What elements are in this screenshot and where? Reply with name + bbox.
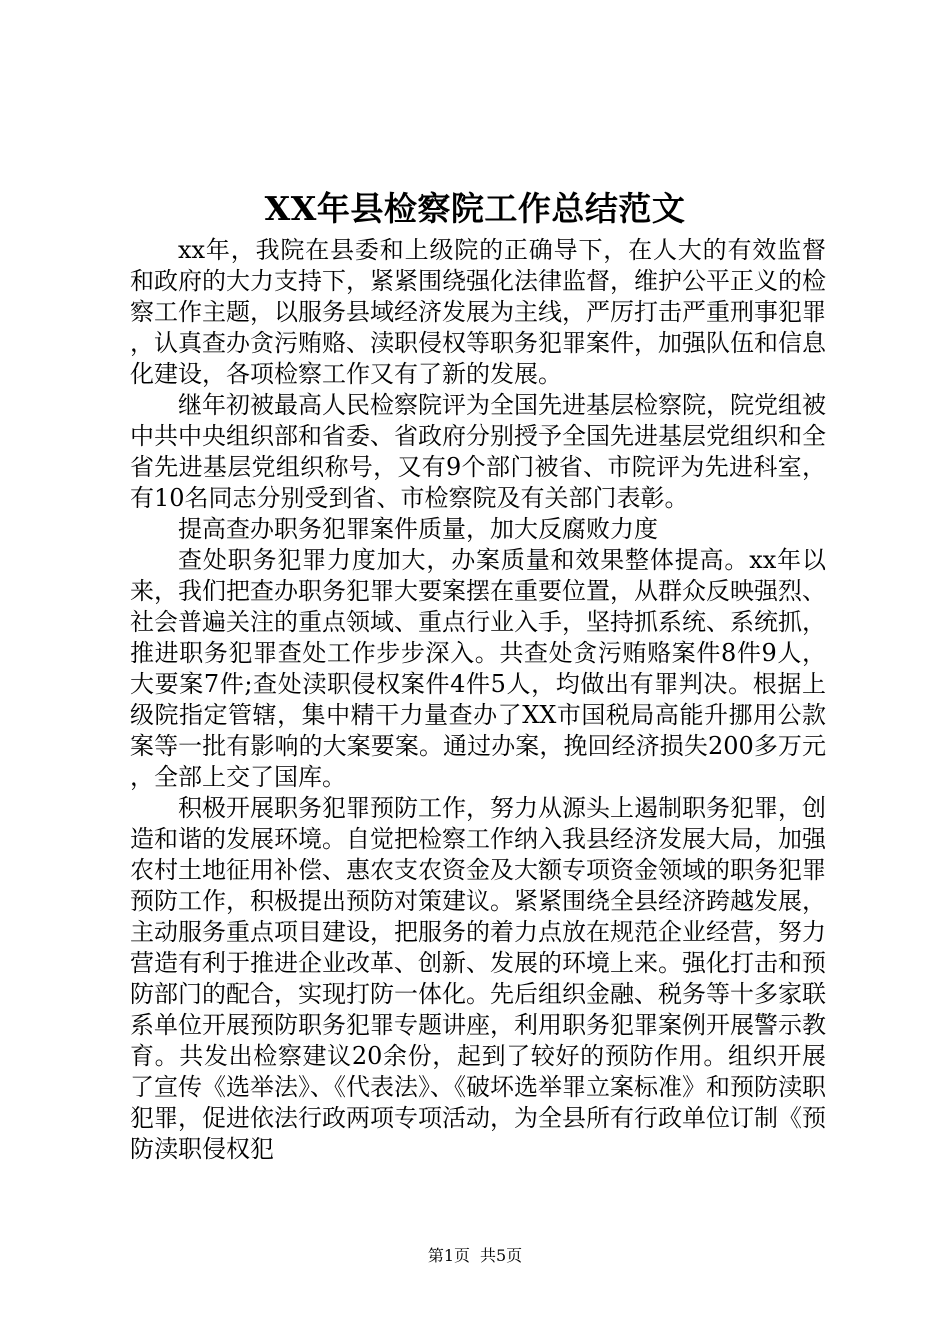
paragraph: 查处职务犯罪力度加大，办案质量和效果整体提高。xx年以来，我们把查办职务犯罪大要案摆在重要位置，从群众反映强烈、社会普遍关注的重点领域、重点行业入手，坚持抓系统、系统抓，推进职务犯罪查处工作步步深入。共查处贪污贿赂案件8件9人，大要案7件;查处渎职侵权案件4件5人，均做出有罪判决。根据上级院指定管辖，集中精干力量查办了XX市国税局高能升挪用公款案等一批有影响的大案要案。通过办案，挽回经济损失200多万元，全部上交了国库。	[130, 546, 826, 791]
section-heading: 提高查办职务犯罪案件质量，加大反腐败力度	[178, 515, 658, 543]
paragraph: 积极开展职务犯罪预防工作，努力从源头上遏制职务犯罪，创造和谐的发展环境。自觉把检察工作纳入我县经济发展大局，加强农村土地征用补偿、惠农支农资金及大额专项资金领域的职务犯罪预防工作，积极提出预防对策建议。紧紧围绕全县经济跨越发展，主动服务重点项目建设，把服务的着力点放在规范企业经营，努力营造有利于推进企业改革、创新、发展的环境上来。强化打击和预防部门的配合，实现打防一体化。先后组织金融、税务等十多家联系单位开展预防职务犯罪专题讲座，利用职务犯罪案例开展警示教育。共发出检察建议20余份，起到了较好的预防作用。组织开展了宣传《选举法》、《代表法》、《破坏选举罪立案标准》和预防渎职犯罪，促进依法行政两项专项活动，为全县所有行政单位订制《预防渎职侵权犯	[130, 794, 826, 1163]
document-title: XX年县检察院工作总结范文	[264, 189, 686, 228]
paragraph: xx年，我院在县委和上级院的正确导下，在人大的有效监督和政府的大力支持下，紧紧围绕强化法律监督，维护公平正义的检察工作主题，以服务县域经济发展为主线，严厉打击严重刑事犯罪，认真查办贪污贿赂、渎职侵权等职务犯罪案件，加强队伍和信息化建设，各项检察工作又有了新的发展。	[130, 236, 826, 388]
document-body	[130, 235, 826, 1165]
page-number: 第1页	[427, 1246, 470, 1265]
page-total: 共5页	[480, 1246, 523, 1265]
page-footer	[0, 1246, 950, 1266]
paragraph: 继年初被最高人民检察院评为全国先进基层检察院，院党组被中共中央组织部和省委、省政府分别授予全国先进基层党组织和全省先进基层党组织称号，又有9个部门被省、市院评为先进科室，有10名同志分别受到省、市检察院及有关部门表彰。	[130, 391, 826, 512]
